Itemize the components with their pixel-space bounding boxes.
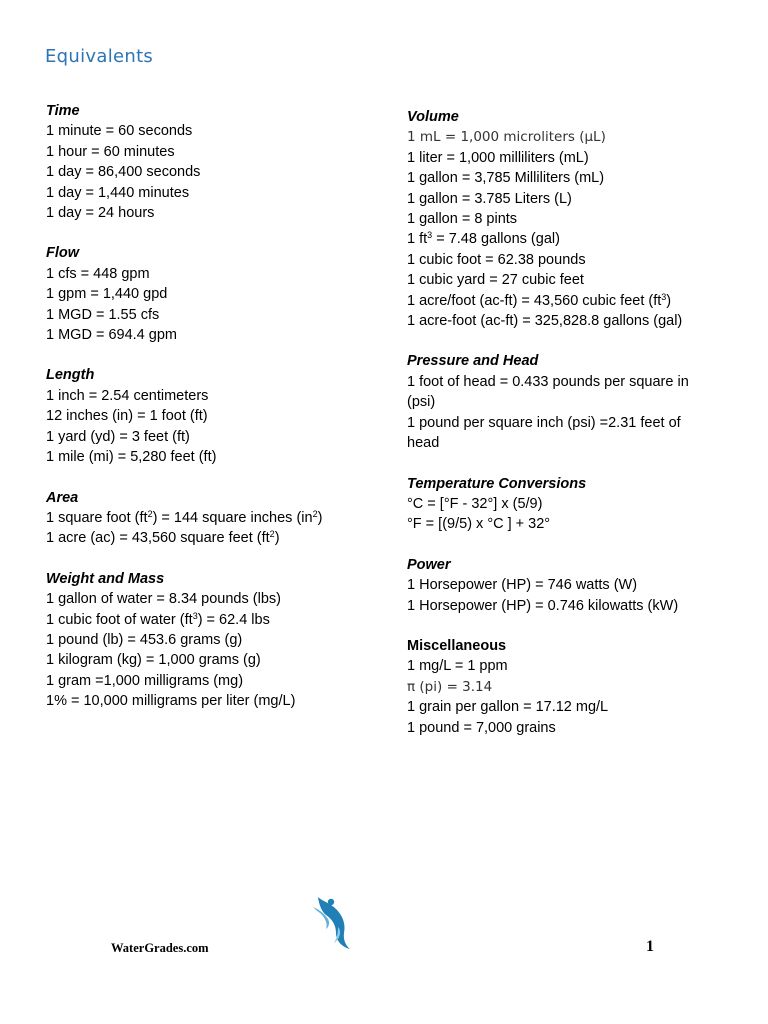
equivalent-line <box>46 528 376 548</box>
line-text: ) = 144 square inches (in <box>152 509 313 526</box>
equivalent-line: °C = [°F - 32°] x (5/9) <box>407 495 543 512</box>
page-number: 1 <box>646 938 654 955</box>
equivalent-line: 1 pound per square inch (psi) =2.31 feet of head <box>407 414 681 452</box>
equivalent-line <box>407 291 707 311</box>
section-heading: Temperature Conversions <box>407 475 587 492</box>
section-heading: Flow <box>46 245 80 262</box>
section-heading: Volume <box>407 109 459 125</box>
equivalent-line: 1 gpm = 1,440 gpd <box>46 286 168 303</box>
footer-site-name: WaterGrades.com <box>111 941 209 955</box>
equivalent-line: 12 inches (in) = 1 foot (ft) <box>46 408 208 425</box>
line-text: 1 acre (ac) = 43,560 square feet (ft <box>46 530 270 547</box>
superscript: 3 <box>661 291 667 302</box>
equivalent-line: 1 pound (lb) = 453.6 grams (g) <box>46 631 243 648</box>
line-text: 1 acre/foot (ac-ft) = 43,560 cubic feet (ft <box>407 292 662 309</box>
line-text: ) <box>274 530 280 547</box>
section-time <box>46 101 376 223</box>
section-heading: Pressure and Head <box>407 353 539 370</box>
equivalent-line: 1 gallon = 8 pints <box>407 211 518 228</box>
section-power <box>407 555 707 616</box>
equivalent-line: 1 grain per gallon = 17.12 mg/L <box>407 699 609 716</box>
equivalent-line: 1 MGD = 1.55 cfs <box>46 306 160 323</box>
superscript: 3 <box>192 610 198 621</box>
section-pressure-and-head <box>407 351 707 453</box>
equivalent-line: 1 gallon = 3.785 Liters (L) <box>407 190 572 207</box>
section-heading: Power <box>407 556 451 573</box>
equivalent-line <box>46 610 376 630</box>
swimmer-logo-icon <box>310 893 354 951</box>
section-miscellaneous <box>407 636 707 738</box>
equivalent-line: 1 hour = 60 minutes <box>46 143 175 160</box>
equivalent-line: 1 foot of head = 0.433 pounds per square in (psi) <box>407 373 689 411</box>
equivalent-line: 1 mg/L = 1 ppm <box>407 658 508 675</box>
line-text: ) <box>666 292 672 309</box>
line-text: ) <box>317 509 323 526</box>
line-text: 1 ft <box>407 231 428 248</box>
equivalent-line: 1 acre-foot (ac-ft) = 325,828.8 gallons (gal) <box>407 313 683 330</box>
equivalent-line <box>407 229 707 249</box>
equivalent-line: 1 day = 1,440 minutes <box>46 184 190 201</box>
superscript: 2 <box>312 508 318 519</box>
equivalent-line: 1 MGD = 694.4 gpm <box>46 327 177 344</box>
equivalent-line: 1 gallon = 3,785 Milliliters (mL) <box>407 170 605 187</box>
equivalent-line: π (pi) = 3.14 <box>407 678 493 695</box>
equivalent-line: 1 gallon of water = 8.34 pounds (lbs) <box>46 591 281 608</box>
superscript: 3 <box>427 230 433 241</box>
section-temperature <box>407 474 707 535</box>
equivalent-line: 1 mile (mi) = 5,280 feet (ft) <box>46 449 217 466</box>
equivalent-line: 1 cfs = 448 gpm <box>46 265 150 282</box>
equivalent-line: 1 Horsepower (HP) = 746 watts (W) <box>407 577 638 594</box>
section-area <box>46 488 376 549</box>
section-heading: Area <box>46 489 79 506</box>
equivalent-line: 1 day = 24 hours <box>46 205 155 222</box>
equivalent-line: 1 minute = 60 seconds <box>46 123 193 140</box>
section-heading: Time <box>46 103 80 119</box>
page-title: Equivalents <box>45 46 154 67</box>
equivalent-line: 1% = 10,000 milligrams per liter (mg/L) <box>46 693 296 710</box>
equivalent-line: 1 pound = 7,000 grains <box>407 719 556 736</box>
section-heading: Weight and Mass <box>46 570 165 587</box>
equivalent-line: 1 mL = 1,000 microliters (µL) <box>407 129 606 146</box>
superscript: 2 <box>269 529 275 540</box>
equivalent-line: 1 inch = 2.54 centimeters <box>46 387 209 404</box>
equivalent-line: 1 yard (yd) = 3 feet (ft) <box>46 428 190 445</box>
equivalent-line: 1 liter = 1,000 milliliters (mL) <box>407 149 589 166</box>
equivalent-line <box>46 508 376 528</box>
section-heading: Length <box>46 367 95 384</box>
section-length <box>46 365 376 467</box>
equivalent-line: °F = [(9/5) x °C ] + 32° <box>407 516 551 533</box>
line-text: 1 cubic foot of water (ft <box>46 611 193 628</box>
right-column <box>407 107 707 758</box>
section-heading: Miscellaneous <box>407 637 507 654</box>
line-text: = 7.48 gallons (gal) <box>432 231 560 248</box>
line-text: 1 square foot (ft <box>46 509 148 526</box>
section-volume <box>407 107 707 331</box>
equivalent-line: 1 day = 86,400 seconds <box>46 164 201 181</box>
section-flow <box>46 243 376 345</box>
line-text: ) = 62.4 lbs <box>197 611 270 628</box>
section-weight-and-mass <box>46 569 376 712</box>
superscript: 2 <box>147 508 153 519</box>
equivalent-line: 1 cubic foot = 62.38 pounds <box>407 251 586 268</box>
equivalent-line: 1 kilogram (kg) = 1,000 grams (g) <box>46 652 261 669</box>
equivalent-line: 1 Horsepower (HP) = 0.746 kilowatts (kW) <box>407 597 679 614</box>
left-column <box>46 101 376 732</box>
equivalent-line: 1 gram =1,000 milligrams (mg) <box>46 672 244 689</box>
equivalent-line: 1 cubic yard = 27 cubic feet <box>407 272 584 289</box>
